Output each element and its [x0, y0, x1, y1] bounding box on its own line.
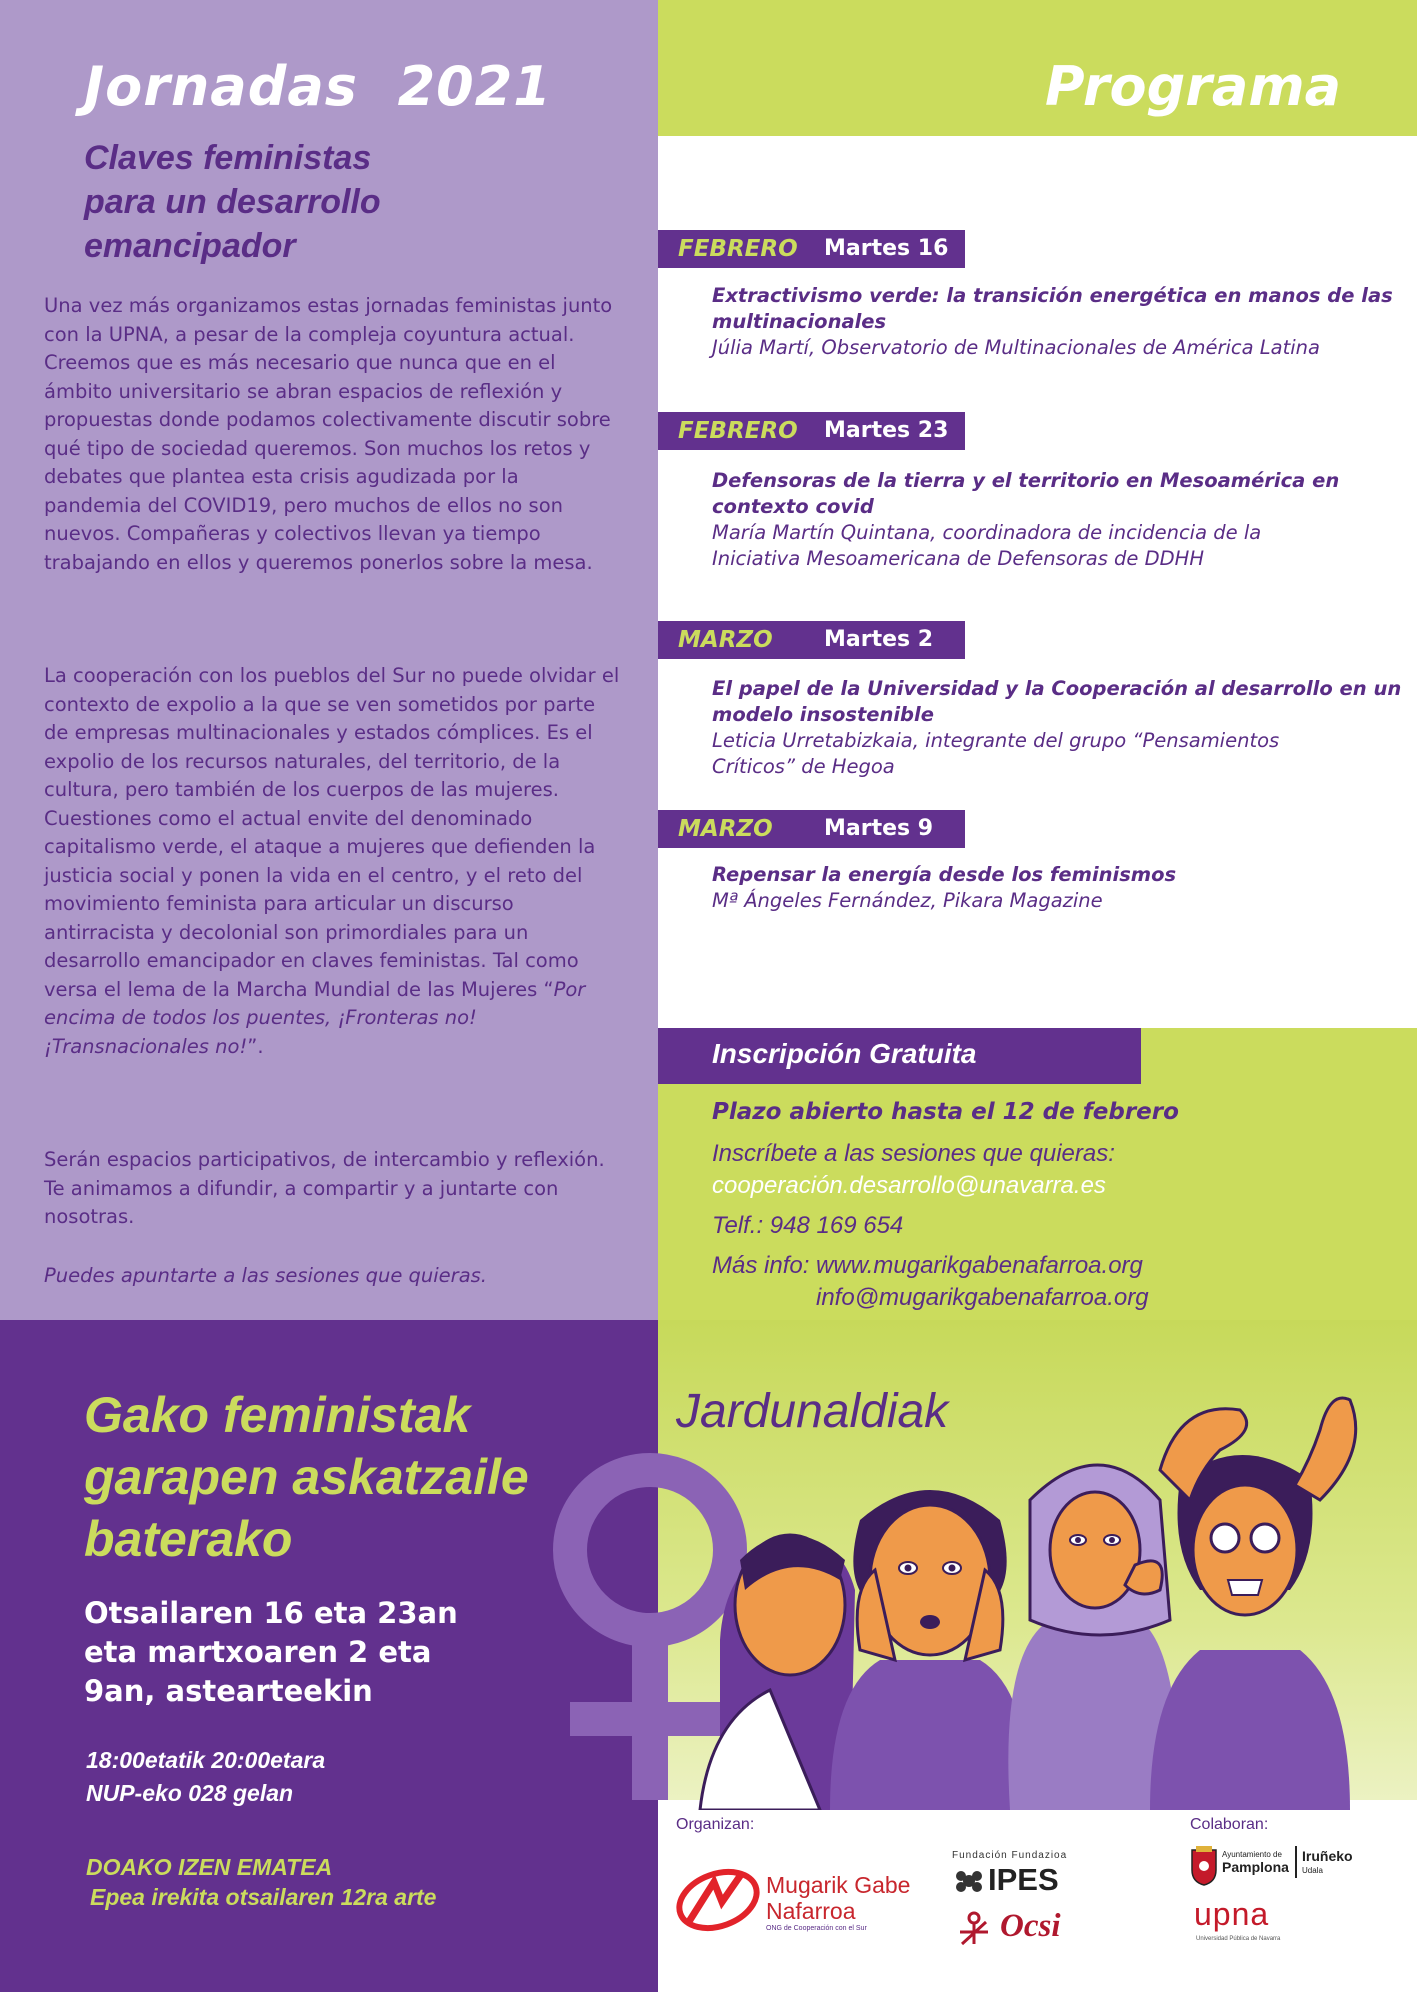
upna-logo: upna: [1194, 1896, 1270, 1932]
euskara-free-registration: DOAKO IZEN EMATEA Epea irekita otsailaren 12ra arte: [86, 1854, 437, 1910]
euskara-title: Gako feministak garapen askatzaile baterako: [84, 1387, 529, 1567]
pamplona-label: Pamplona: [1222, 1859, 1289, 1875]
session-item: Repensar la energía desde los feminismos Mª Ángeles Fernández, Pikara Magazine: [712, 863, 1177, 912]
mugarik-name: Mugarik Gabe Nafarroa ONG de Cooperación con el Sur: [766, 1872, 911, 1932]
ipes-logo: IPES: [988, 1862, 1059, 1897]
more-info-email-link[interactable]: info@mugarikgabenafarroa.org: [816, 1284, 1149, 1311]
inscription-label: Inscripción Gratuita: [712, 1038, 977, 1069]
mugarik-logo-icon: [670, 1862, 766, 1938]
page-title: Jornadas 2021: [84, 55, 552, 118]
jardunaldiak-heading: Jardunaldiak: [676, 1385, 949, 1438]
logo-divider: [1295, 1846, 1297, 1878]
page-subtitle: Claves feministas para un desarrollo emancipador: [84, 139, 381, 265]
udala-label: Udala: [1302, 1866, 1323, 1875]
inscription-deadline: Plazo abierto hasta el 12 de febrero: [712, 1099, 1179, 1125]
irunako-label: Iruñeko: [1302, 1848, 1353, 1864]
intro-paragraph-1: Una vez más organizamos estas jornadas feministas junto con la UPNA, a pesar de la compleja coyuntura actual. Creemos que es más necesario que nunca que en el ámbito universitario se abran espacios de reflexión y propuestas donde podamos colectivamente discutir sobre qué tipo de sociedad queremos. Son muchos los retos y debates que plantea esta crisis agudizada por la pandemia del COVID19, pero muchos de ellos no son nuevos. Compañeras y colectivos llevan ya tiempo trabajando en ellos y queremos ponerlos sobre la mesa.: [44, 294, 613, 574]
ocsi-logo: Ocsi: [1000, 1908, 1061, 1944]
session-item: Extractivismo verde: la transición energética en manos de las multinacionales Júlia Martí, Observatorio de Multinacionales de América Latina: [712, 284, 1393, 359]
ipes-top-label: Fundación Fundazioa: [952, 1850, 1068, 1861]
session-item: El papel de la Universidad y la Cooperación al desarrollo en un modelo insostenible Leticia Urretabizkaia, integrante del grupo “Pensamientos Críticos” de Hegoa: [712, 677, 1402, 778]
pamplona-shield-icon: [1190, 1846, 1218, 1886]
euskara-dates: Otsailaren 16 eta 23an eta martxoaren 2 eta 9an, astearteekin: [84, 1596, 458, 1708]
women-illustration-icon: [680, 1390, 1380, 1810]
date-tab: FEBRERO Martes 23: [658, 412, 965, 450]
colaboran-label: Colaboran:: [1190, 1816, 1269, 1833]
date-tab: MARZO Martes 2: [658, 621, 965, 659]
ocsi-symbol-icon: [952, 1910, 996, 1946]
organizan-label: Organizan:: [676, 1816, 755, 1833]
upna-sub-label: Universidad Pública de Navarra: [1196, 1936, 1281, 1942]
inscription-instructions: Inscríbete a las sesiones que quieras:: [712, 1140, 1115, 1167]
inscription-email-link[interactable]: cooperación.desarrollo@unavarra.es: [712, 1172, 1106, 1199]
euskara-hours: 18:00etatik 20:00etara NUP-eko 028 gelan: [86, 1747, 326, 1806]
ayto-label: Ayuntamiento de: [1222, 1850, 1282, 1859]
ipes-flower-icon: [952, 1866, 986, 1896]
programa-heading: Programa: [1045, 55, 1342, 118]
intro-paragraph-4: Puedes apuntarte a las sesiones que quieras.: [44, 1264, 488, 1287]
date-tab: FEBRERO Martes 16: [658, 230, 965, 268]
date-tab: MARZO Martes 9: [658, 810, 965, 848]
inscription-phone: Telf.: 948 169 654: [712, 1212, 904, 1239]
intro-paragraph-3: Serán espacios participativos, de intercambio y reflexión. Te animamos a difundir, a compartir y a juntarte con nosotras.: [44, 1148, 605, 1228]
more-info-link[interactable]: Más info: www.mugarikgabenafarroa.org: [712, 1252, 1143, 1279]
intro-paragraph-2: La cooperación con los pueblos del Sur no puede olvidar el contexto de expolio a la que se ven sometidos por parte de empresas multinacionales y estados cómplices. Es el expolio de los recursos naturales, del territorio, de la cultura, pero también de los cuerpos de las mujeres. Cuestiones como el actual envite del denominado capitalismo verde, el ataque a mujeres que defienden la justicia social y ponen la vida en el centro, y el reto del movimiento feminista para articular un discurso antirracista y decolonial son primordiales para un desarrollo emancipador en claves feministas. Tal como versa el lema de la Marcha Mundial de las Mujeres “Por encima de todos los puentes, ¡Fronteras no! ¡Transnacionales no!”.: [44, 664, 620, 1058]
session-item: Defensoras de la tierra y el territorio en Mesoamérica en contexto covid María Martín Quintana, coordinadora de incidencia de la Iniciativa Mesoamericana de Defensoras de DDHH: [712, 469, 1340, 570]
